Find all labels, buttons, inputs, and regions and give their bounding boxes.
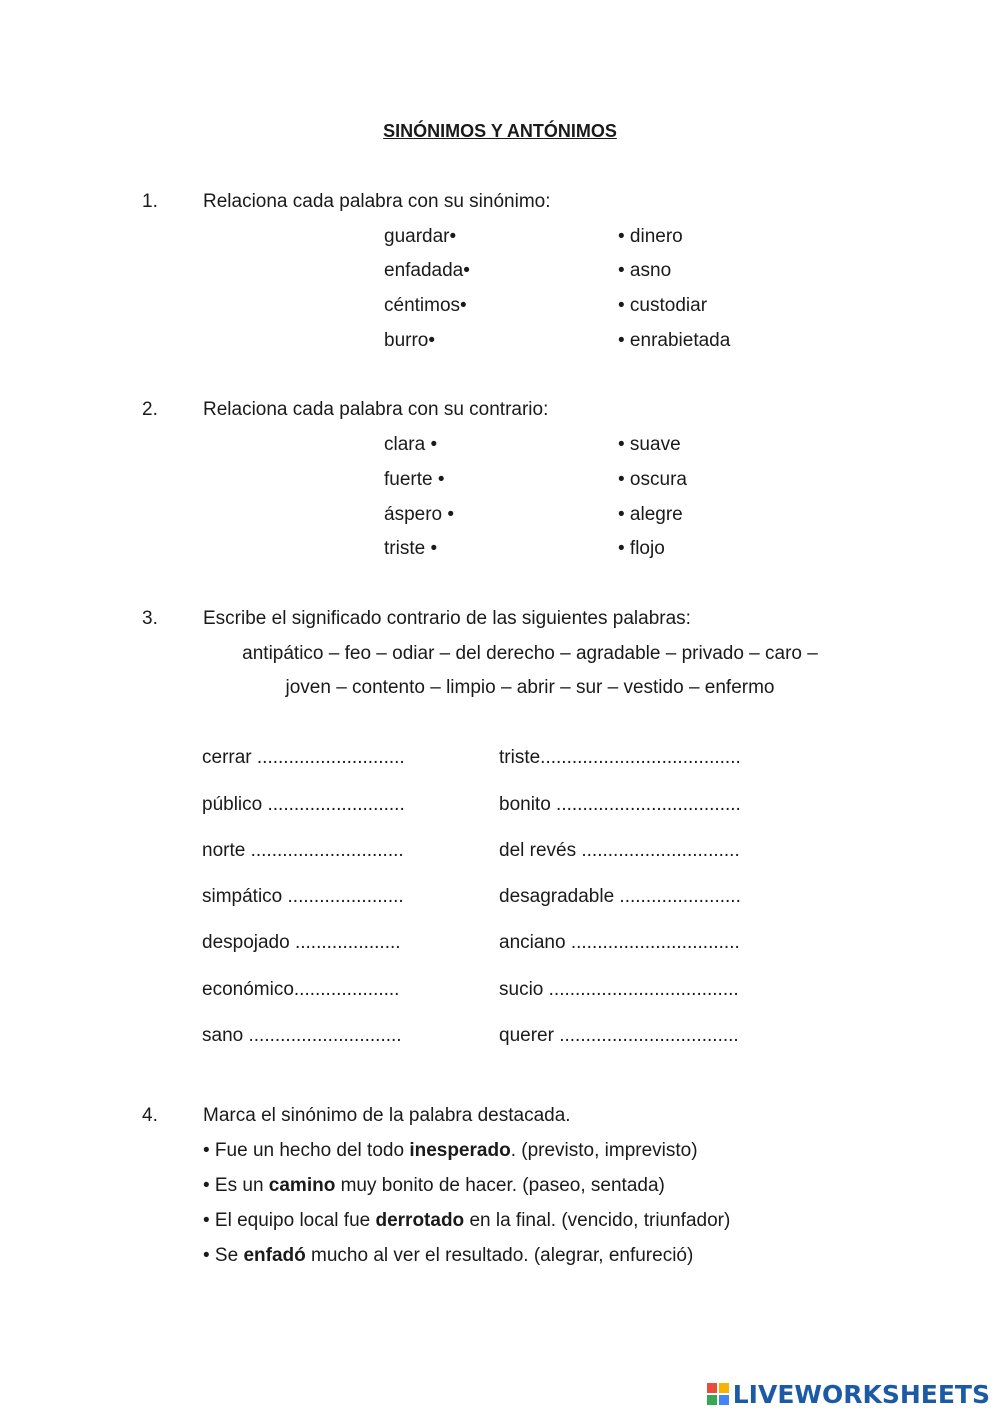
ex1-right-word[interactable]: • dinero [618, 226, 683, 247]
liveworksheets-logo [707, 1381, 990, 1407]
sentence-text: • Fue un hecho del todo [203, 1140, 410, 1161]
ex1-left-word[interactable]: enfadada• [384, 260, 470, 281]
ex2-left-word[interactable]: triste • [384, 538, 438, 559]
sentence-options[interactable]: muy bonito de hacer. (paseo, sentada) [335, 1175, 665, 1196]
ex3-answer-field[interactable]: bonito ................................... [499, 794, 741, 815]
ex1-right-word[interactable]: • custodiar [618, 295, 708, 316]
ex1-right-word[interactable]: • enrabietada [618, 330, 731, 351]
ex1-left-word[interactable]: céntimos• [384, 295, 467, 316]
ex3-answer-field[interactable]: cerrar ............................ [202, 747, 405, 768]
logo-square [707, 1395, 717, 1405]
logo-square [719, 1395, 729, 1405]
ex2-left-word[interactable]: fuerte • [384, 469, 445, 490]
ex1-number: 1. [142, 191, 158, 212]
ex3-answer-field[interactable]: simpático ...................... [202, 886, 404, 907]
ex3-word-list-line: antipático – feo – odiar – del derecho – agradable – privado – caro – [242, 643, 818, 664]
highlighted-word: enfadó [243, 1245, 306, 1266]
ex3-answer-field[interactable]: anciano ................................ [499, 932, 740, 953]
page-title: SINÓNIMOS Y ANTÓNIMOS [383, 121, 617, 141]
ex2-right-word[interactable]: • flojo [618, 538, 665, 559]
ex4-sentence [203, 1141, 698, 1160]
highlighted-word: inesperado [409, 1140, 511, 1161]
highlighted-word: derrotado [375, 1210, 465, 1231]
ex3-answer-field[interactable]: despojado .................... [202, 932, 401, 953]
ex3-number: 3. [142, 608, 158, 629]
ex2-right-word[interactable]: • suave [618, 434, 681, 455]
ex3-instruction: Escribe el significado contrario de las siguientes palabras: [203, 608, 691, 629]
ex1-left-word[interactable]: guardar• [384, 226, 457, 247]
ex4-instruction: Marca el sinónimo de la palabra destacada. [203, 1105, 571, 1126]
sentence-options[interactable]: mucho al ver el resultado. (alegrar, enfureció) [305, 1245, 694, 1266]
ex1-left-word[interactable]: burro• [384, 330, 436, 351]
ex2-number: 2. [142, 399, 158, 420]
ex3-answer-field[interactable]: del revés .............................. [499, 840, 740, 861]
sentence-text: • Se [203, 1245, 244, 1266]
sentence-options[interactable]: . (previsto, imprevisto) [510, 1140, 698, 1161]
logo-square [719, 1383, 729, 1393]
ex3-answer-field[interactable]: triste...................................... [499, 747, 741, 768]
ex3-answer-field[interactable]: norte ............................. [202, 840, 404, 861]
ex2-right-word[interactable]: • oscura [618, 469, 687, 490]
logo-square [707, 1383, 717, 1393]
logo-squares-icon [707, 1383, 729, 1405]
ex1-instruction: Relaciona cada palabra con su sinónimo: [203, 191, 551, 212]
sentence-options[interactable]: en la final. (vencido, triunfador) [464, 1210, 731, 1231]
sentence-text: • El equipo local fue [203, 1210, 376, 1231]
ex3-answer-field[interactable]: económico.................... [202, 979, 400, 1000]
logo-text: LIVEWORKSHEETS [732, 1379, 990, 1409]
ex2-right-word[interactable]: • alegre [618, 504, 683, 525]
highlighted-word: camino [268, 1175, 336, 1196]
ex3-answer-field[interactable]: desagradable ....................... [499, 886, 741, 907]
ex3-answer-field[interactable]: sucio .................................... [499, 979, 739, 1000]
ex1-right-word[interactable]: • asno [618, 260, 672, 281]
ex2-left-word[interactable]: clara • [384, 434, 438, 455]
ex3-answer-field[interactable]: sano ............................. [202, 1025, 402, 1046]
ex3-answer-field[interactable]: querer .................................. [499, 1025, 739, 1046]
ex3-word-list-line: joven – contento – limpio – abrir – sur – vestido – enfermo [285, 677, 775, 698]
ex4-sentence [203, 1211, 730, 1230]
ex4-sentence [203, 1176, 665, 1195]
ex3-answer-field[interactable]: público .......................... [202, 794, 405, 815]
ex2-instruction: Relaciona cada palabra con su contrario: [203, 399, 549, 420]
sentence-text: • Es un [203, 1175, 269, 1196]
ex2-left-word[interactable]: áspero • [384, 504, 455, 525]
ex4-sentence [203, 1246, 693, 1265]
ex4-number: 4. [142, 1105, 158, 1126]
